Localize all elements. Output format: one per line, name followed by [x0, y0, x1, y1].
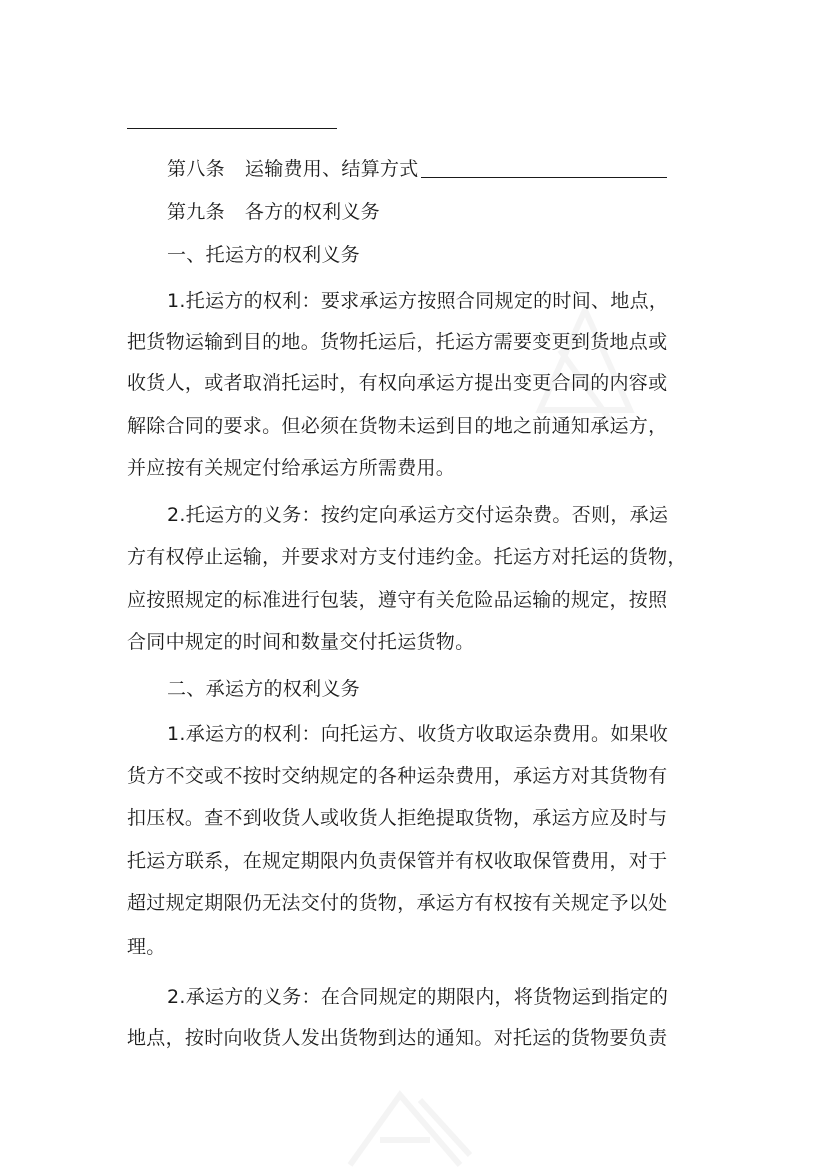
paragraph-line: 解除合同的要求。但必须在货物未运到目的地之前通知承运方，	[127, 415, 668, 437]
paragraph-line: 扣压权。查不到收货人或收货人拒绝提取货物，承运方应及时与	[127, 807, 668, 829]
section-heading-shipper: 一、托运方的权利义务	[167, 244, 361, 266]
paragraph-line: 2.承运方的义务：在合同规定的期限内，将货物运到指定的	[167, 986, 669, 1008]
article-8-fill-blank	[421, 175, 667, 178]
paragraph-line: 货方不交或不按时交纳规定的各种运杂费用，承运方对其货物有	[127, 765, 668, 787]
article-9-number: 第九条	[167, 201, 225, 223]
paragraph-line: 地点，按时向收货人发出货物到达的通知。对托运的货物要负责	[127, 1027, 668, 1049]
article-9	[0, 200, 830, 224]
paragraph-line: 1.托运方的权利：要求承运方按照合同规定的时间、地点，	[167, 290, 669, 312]
article-8-title: 运输费用、结算方式	[244, 158, 419, 180]
article-8-number: 第八条	[167, 158, 225, 180]
paragraph-line: 2.托运方的义务：按约定向承运方交付运杂费。否则，承运	[167, 504, 669, 526]
paragraph-line: 收货人，或者取消托运时，有权向承运方提出变更合同的内容或	[127, 372, 668, 394]
paragraph-line: 方有权停止运输，并要求对方支付违约金。托运方对托运的货物，	[127, 546, 687, 568]
section-heading-carrier: 二、承运方的权利义务	[167, 678, 361, 700]
paragraph-line: 应按照规定的标准进行包装，遵守有关危险品运输的规定，按照	[127, 589, 668, 611]
fill-in-blank-line	[127, 128, 337, 129]
paragraph-line: 合同中规定的时间和数量交付托运货物。	[127, 631, 475, 653]
paragraph-line: 1.承运方的权利：向托运方、收货方收取运杂费用。如果收	[167, 723, 669, 745]
watermark-logo-icon	[330, 1085, 490, 1174]
paragraph-line: 并应按有关规定付给承运方所需费用。	[127, 457, 456, 479]
paragraph-line: 理。	[127, 936, 166, 958]
paragraph-line: 超过规定期限仍无法交付的货物，承运方有权按有关规定予以处	[127, 892, 668, 914]
article-8	[0, 157, 830, 181]
paragraph-line: 托运方联系，在规定期限内负责保管并有权收取保管费用，对于	[127, 850, 668, 872]
paragraph-line: 把货物运输到目的地。货物托运后，托运方需要变更到货地点或	[127, 331, 668, 353]
article-9-title: 各方的权利义务	[244, 201, 381, 223]
